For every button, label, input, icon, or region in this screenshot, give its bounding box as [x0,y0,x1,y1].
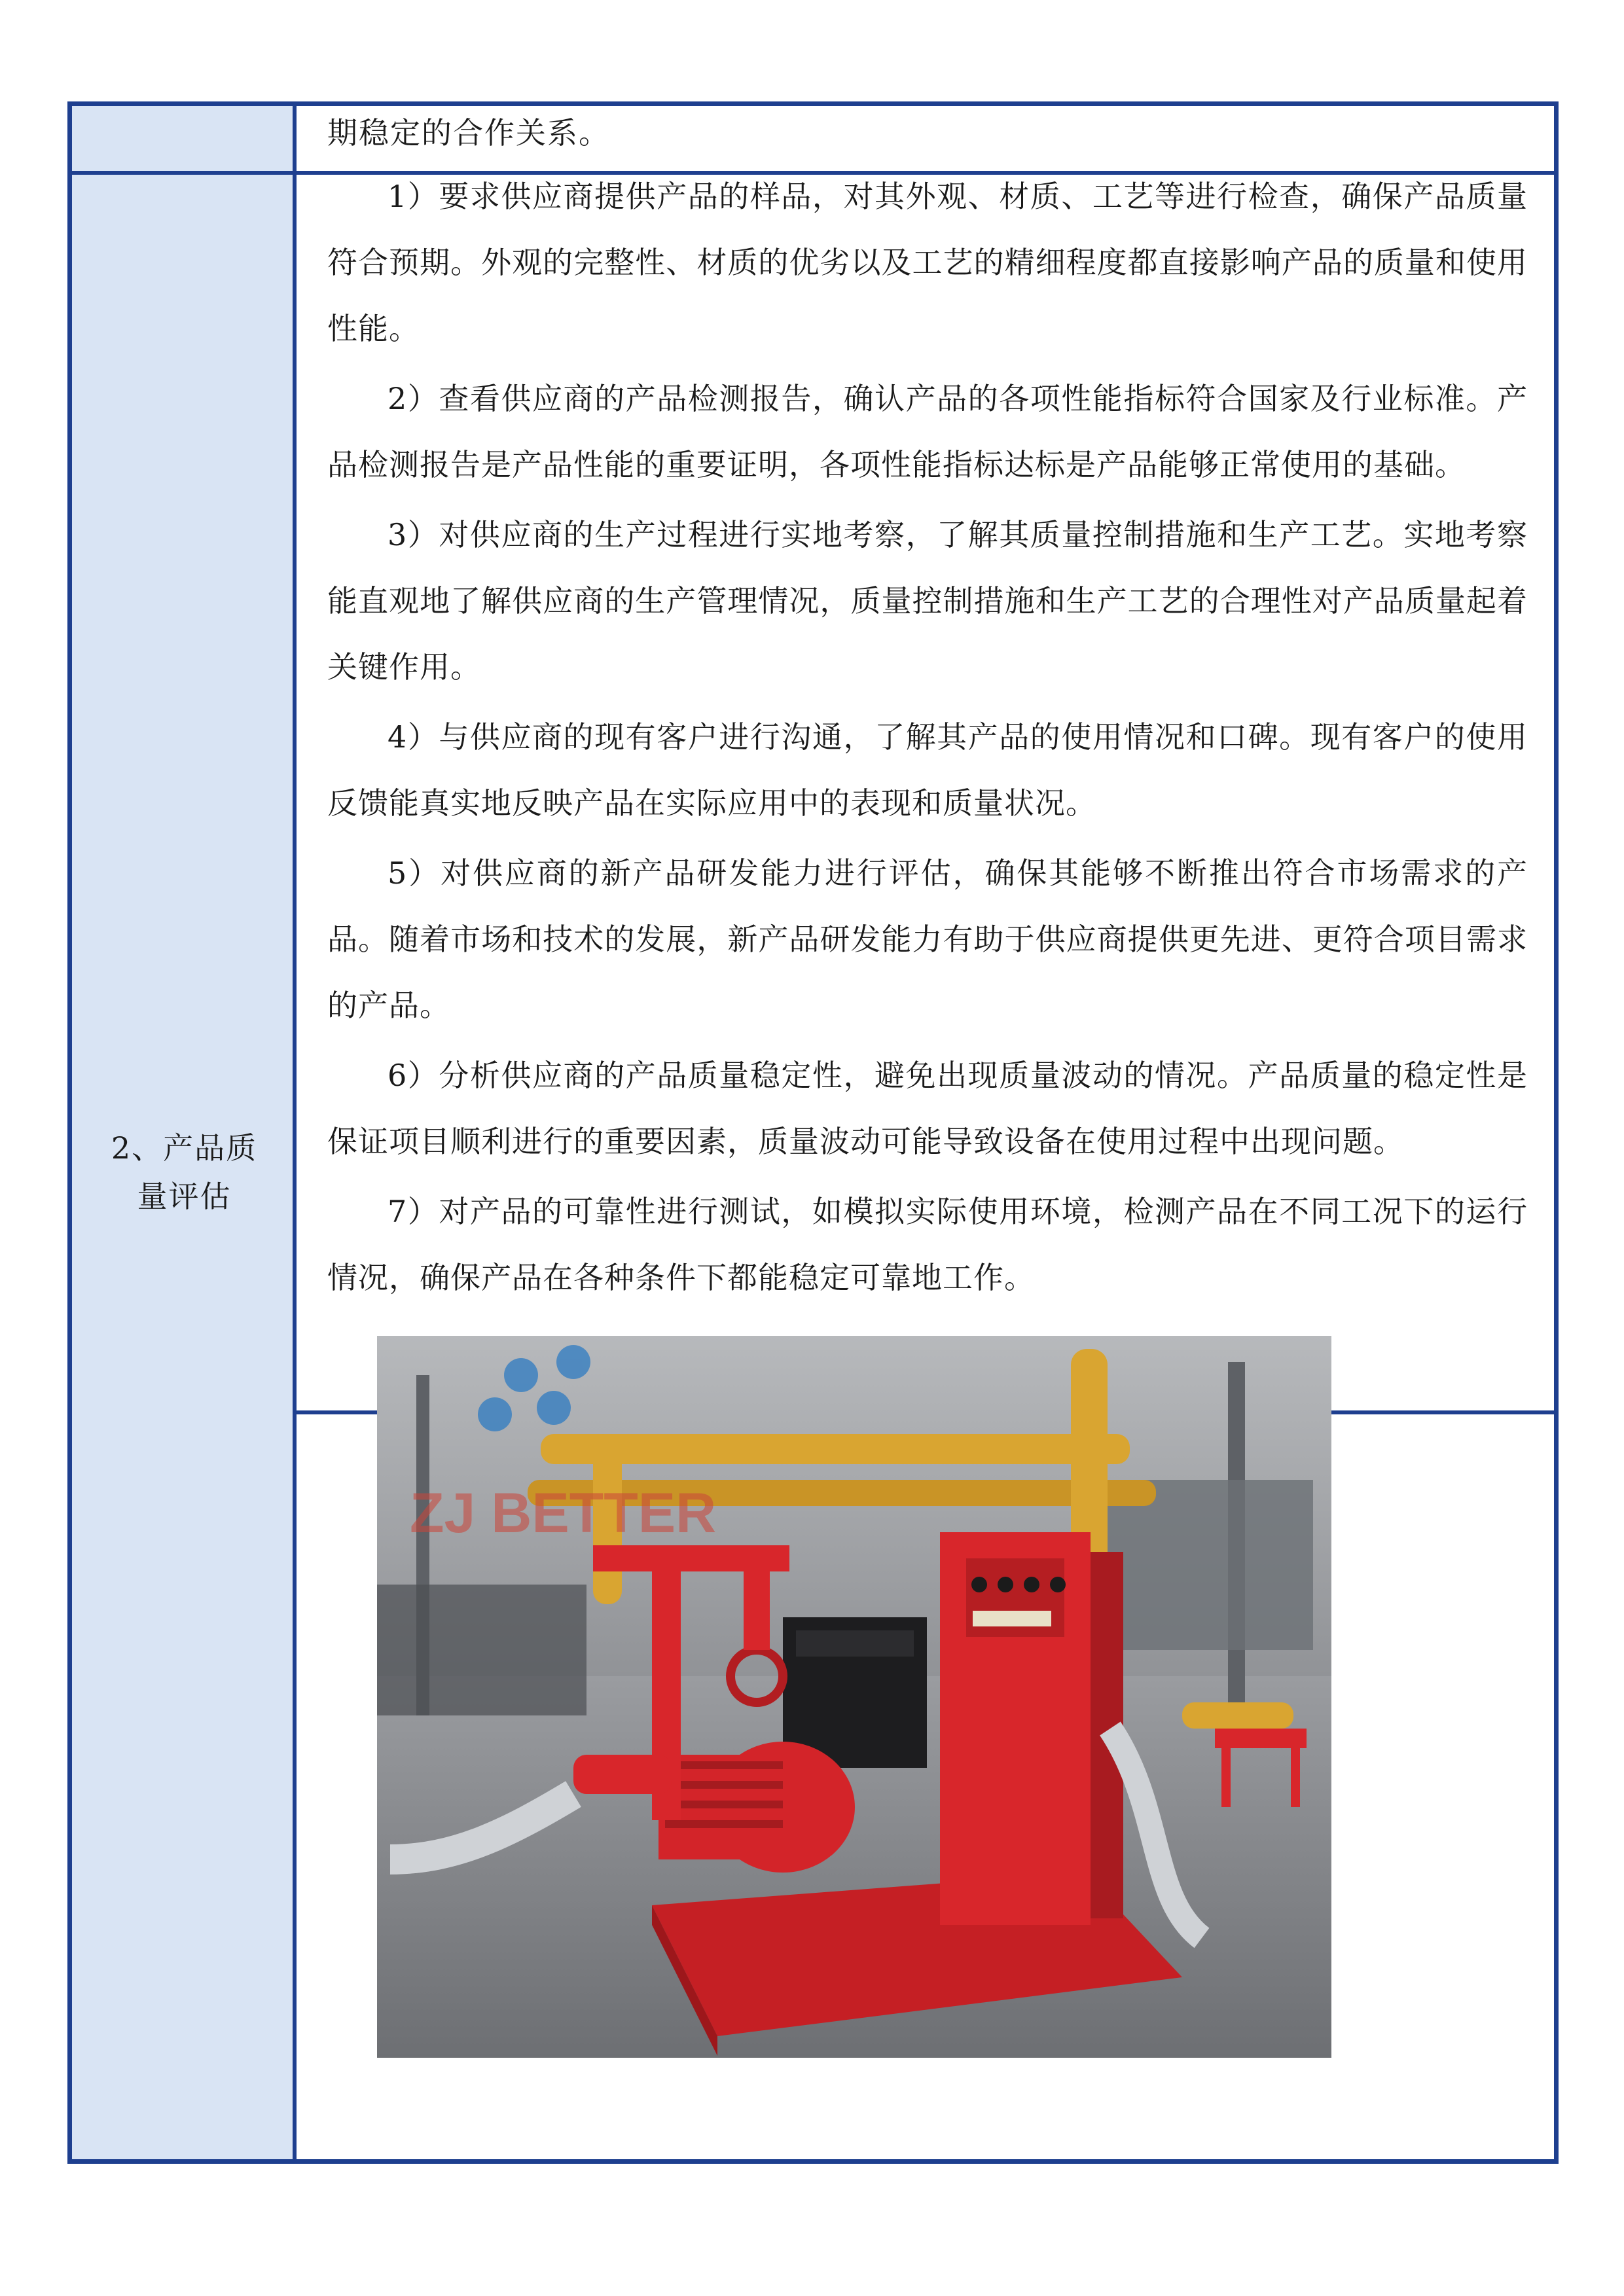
paragraph-5: 5）对供应商的新产品研发能力进行评估，确保其能够不断推出符合市场需求的产品。随着市场和技术的发展，新产品研发能力有助于供应商提供更先进、更符合项目需求的产品。 [327,855,1528,1023]
paragraph-7: 7）对产品的可靠性进行测试，如模拟实际使用环境，检测产品在不同工况下的运行情况，确保产品在各种条件下都能稳定可靠地工作。 [327,1194,1528,1295]
row1-continuation-text: 期稳定的合作关系。 [327,115,610,151]
watermark-text: ZJ BETTER [410,1482,717,1545]
row-label-quality-evaluation [72,1124,297,1221]
row-label-line1: 2、产品质 [111,1130,258,1166]
paragraph-4: 4）与供应商的现有客户进行沟通，了解其产品的使用情况和口碑。现有客户的使用反馈能真实地反映产品在实际应用中的表现和质量状况。 [327,719,1528,821]
fire-pump-illustration [377,1336,1331,2058]
row-label-line2: 量评估 [137,1179,232,1214]
paragraph-3: 3）对供应商的生产过程进行实地考察，了解其质量控制措施和生产工艺。实地考察能直观地了解供应商的生产管理情况，质量控制措施和生产工艺的合理性对产品质量起着关键作用。 [327,517,1528,685]
fire-pump-photo [377,1336,1331,2058]
paragraph-2: 2）查看供应商的产品检测报告，确认产品的各项性能指标符合国家及行业标准。产品检测报告是产品性能的重要证明，各项性能指标达标是产品能够正常使用的基础。 [327,381,1528,482]
paragraph-1: 1）要求供应商提供产品的样品，对其外观、材质、工艺等进行检查，确保产品质量符合预期。外观的完整性、材质的优劣以及工艺的精细程度都直接影响产品的质量和使用性能。 [327,179,1528,346]
quality-evaluation-content [327,164,1528,1315]
paragraph-6: 6）分析供应商的产品质量稳定性，避免出现质量波动的情况。产品质量的稳定性是保证项目顺利进行的重要因素，质量波动可能导致设备在使用过程中出现问题。 [327,1058,1528,1159]
